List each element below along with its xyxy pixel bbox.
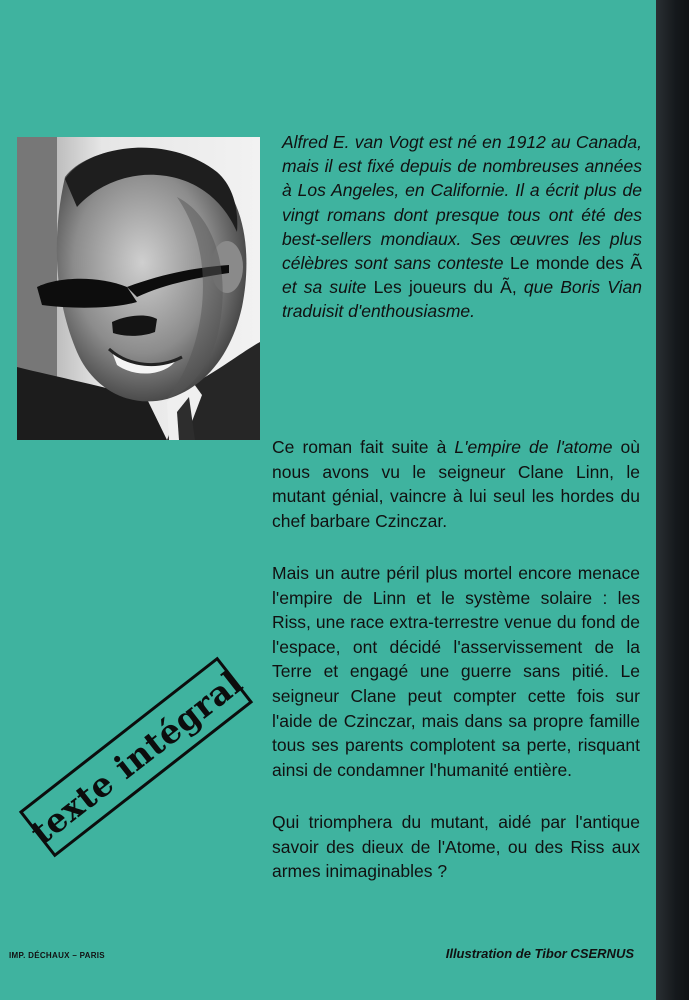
bio-ending-text: que Boris Vian traduisit d'enthousiasme. bbox=[282, 277, 642, 322]
description-paragraph-2: Mais un autre péril plus mortel encore menace l'empire de Linn et le système solaire : les Riss, une race extra-terrestre venue du fond de l'espace, ont décidé l'asservissement de la Terre et engagé une guerre sans pitié. Le seigneur Clane peut compter cette fois sur l'aide de Czinczar, mais dans sa propre famille tous ses parents complotent sa perte, risquant ainsi de condamner l'humanité entière. bbox=[272, 563, 640, 780]
desc-p1-start: Ce roman fait suite à bbox=[272, 437, 447, 457]
bio-middle-text: et sa suite bbox=[282, 277, 367, 298]
author-bio bbox=[282, 130, 642, 324]
stamp-label: texte intégral bbox=[22, 662, 250, 852]
bio-text: Alfred E. van Vogt est né en 1912 au Canada, mais il est fixé depuis de nombreuses années à Los Angeles, en Californie. Il a écrit plus de vingt romans dont presque tous ont été des best-sellers mondiaux. Ses œuvres les plus célèbres sont sans conteste bbox=[282, 132, 642, 274]
description-paragraph-1 bbox=[272, 435, 640, 533]
description-paragraph-3: Qui triomphera du mutant, aidé par l'antique savoir des dieux de l'Atome, ou des Riss aux armes inimaginables ? bbox=[272, 812, 640, 882]
desc-p1-end: où nous avons vu le seigneur Clane Linn, le mutant génial, vaincre à lui seul les hordes du chef barbare Czinczar. bbox=[272, 437, 640, 531]
bio-book-title-1: Le monde des Ã bbox=[509, 253, 642, 274]
book-spine-edge bbox=[656, 0, 689, 1000]
printer-credit: IMP. DÉCHAUX – PARIS bbox=[9, 951, 105, 960]
desc-p1-book-title: L'empire de l'atome bbox=[454, 437, 613, 457]
bio-book-title-2: Les joueurs du Ã, bbox=[373, 277, 517, 298]
author-photo bbox=[17, 137, 260, 440]
illustration-credit: Illustration de Tibor CSERNUS bbox=[445, 946, 634, 961]
author-portrait-image bbox=[17, 137, 260, 440]
texte-integral-stamp bbox=[19, 657, 253, 858]
